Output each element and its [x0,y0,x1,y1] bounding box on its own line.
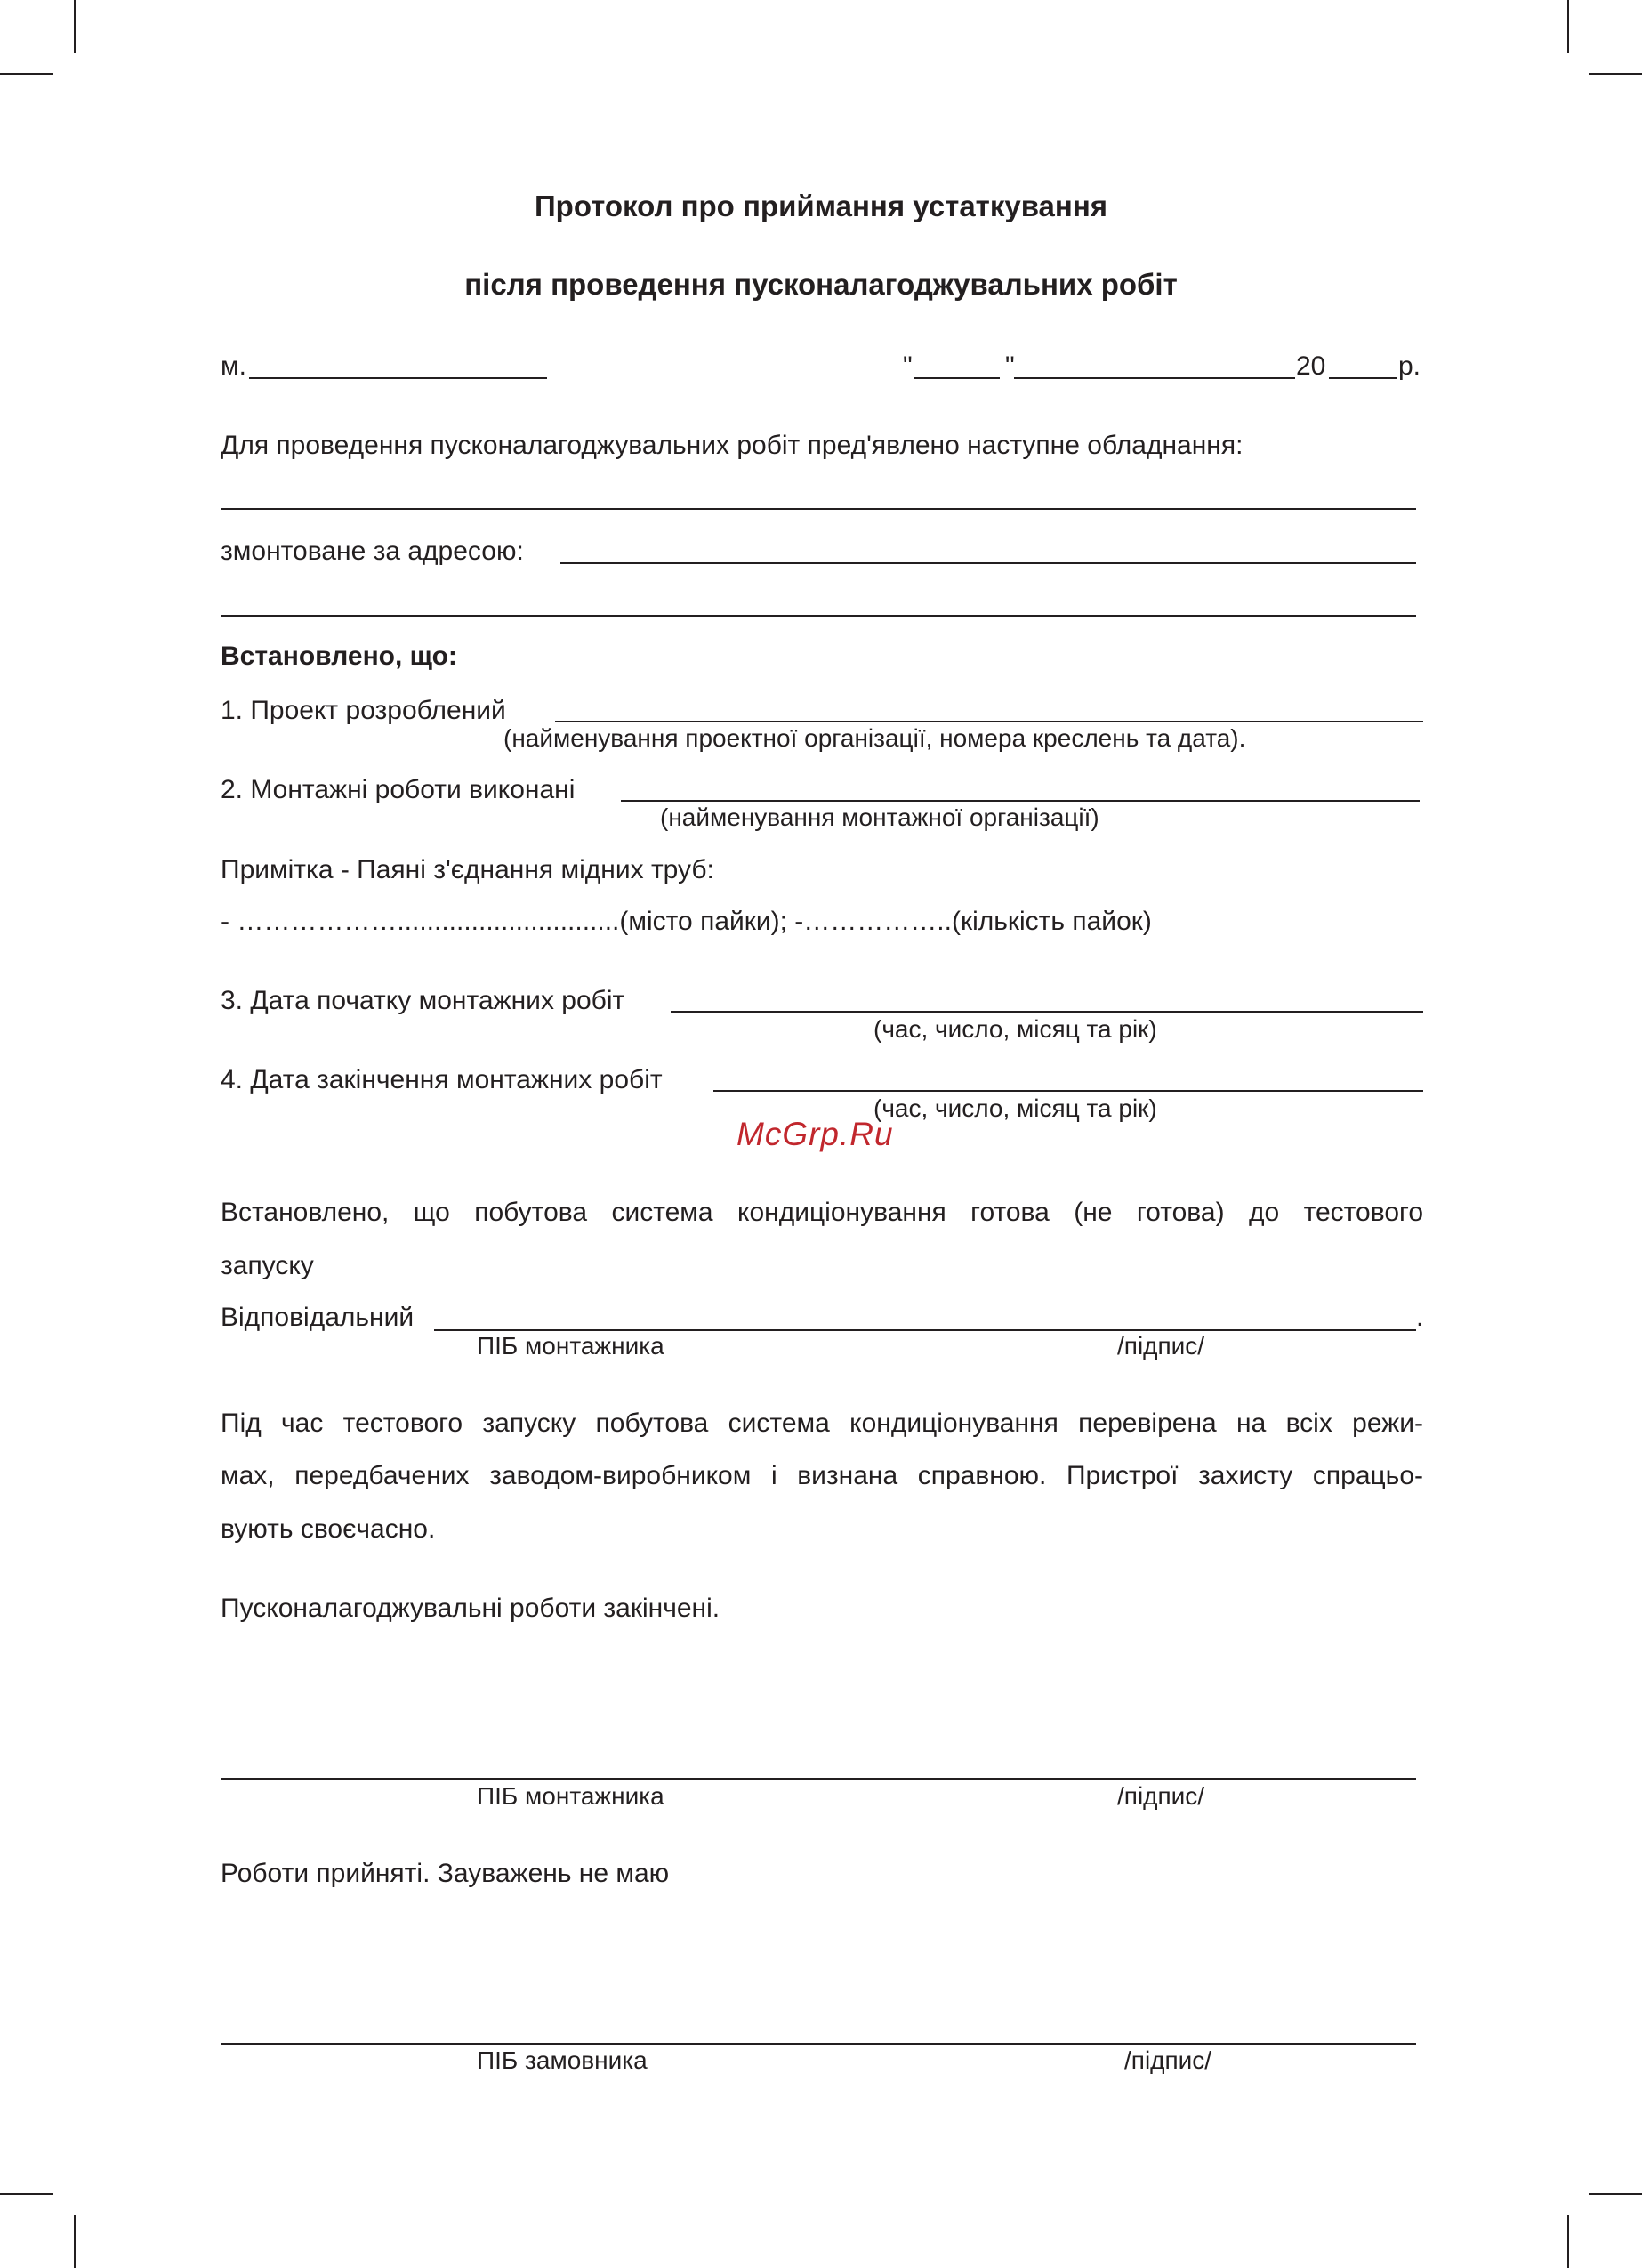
item4-label: 4. Дата закінчення монтажних робіт [221,1065,663,1094]
item1-caption: (найменування проектної організації, номера креслень та дата). [503,724,1246,752]
crop-mark-top-right-horizontal [1589,73,1642,75]
installer-name-caption: ПІБ монтажника [477,1782,664,1810]
item2-label: 2. Монтажні роботи виконані [221,775,576,804]
date-quote-close: " [1005,351,1015,381]
item3-caption: (час, число, місяц та рік) [873,1015,1157,1043]
date-day-field[interactable] [914,377,1000,379]
note-text: Примітка - Паяні з'єднання мідних труб: [221,855,714,884]
responsible-label: Відповідальний [221,1303,415,1332]
customer-signature-field[interactable] [221,2043,1416,2045]
item4-caption: (час, число, місяц та рік) [873,1094,1157,1122]
ready-text-line2: запуску [221,1251,314,1280]
customer-name-caption: ПІБ замовника [477,2046,648,2074]
document-subtitle: після проведення пусконалагоджувальних робіт [464,268,1178,301]
city-prefix: м. [221,351,246,381]
address-field-continued[interactable] [221,615,1416,617]
crop-mark-bottom-right-vertical [1567,2215,1569,2268]
address-field[interactable] [560,562,1416,564]
document-title: Протокол про приймання устаткування [534,190,1108,222]
installer-signature-caption: /підпис/ [1117,1782,1205,1810]
test-text-line1: Під час тестового запуску побутова система кондиціонування перевірена на всіх режи- [221,1408,1423,1438]
watermark: McGrp.Ru [736,1116,894,1152]
item4-field[interactable] [713,1090,1423,1092]
test-text-line3: вують своєчасно. [221,1514,436,1544]
crop-mark-bottom-left-horizontal [0,2193,53,2195]
equipment-field[interactable] [221,508,1416,510]
ready-text-line1: Встановлено, що побутова система кондиціонування готова (не готова) до тестового [221,1198,1423,1227]
responsible-name-caption: ПІБ монтажника [477,1332,664,1360]
solder-line: - ………………..............................(місто пайки); -……………..(кількість пайок) [221,907,1152,936]
item1-label: 1. Проект розроблений [221,696,506,725]
date-year-field[interactable] [1329,377,1397,379]
date-quote-open: " [903,351,913,381]
date-year-prefix: 20 [1296,351,1326,381]
item2-field[interactable] [621,800,1420,802]
crop-mark-bottom-right-horizontal [1589,2193,1642,2195]
test-text-line2: мах, передбачених заводом-виробником і визнана справною. Пристрої захисту спрацьо- [221,1461,1423,1490]
address-label: змонтоване за адресою: [221,537,524,566]
item1-field[interactable] [555,721,1423,722]
accepted-text: Роботи прийняті. Зауважень не маю [221,1859,670,1888]
customer-signature-caption: /підпис/ [1124,2046,1212,2074]
crop-mark-bottom-left-vertical [74,2215,76,2268]
crop-mark-top-left-horizontal [0,73,53,75]
date-year-suffix: р. [1398,351,1421,381]
completed-text: Пусконалагоджувальні роботи закінчені. [221,1594,720,1623]
crop-mark-top-right-vertical [1567,0,1569,53]
item2-caption: (найменування монтажної організації) [660,803,1099,831]
crop-mark-top-left-vertical [74,0,76,53]
established-heading: Встановлено, що: [221,642,457,671]
presented-equipment-text: Для проведення пусконалагоджувальних робіт пред'явлено наступне обладнання: [221,431,1244,460]
item3-field[interactable] [671,1011,1423,1013]
date-month-field[interactable] [1014,377,1295,379]
responsible-end: . [1416,1303,1424,1332]
city-field[interactable] [249,377,547,379]
item3-label: 3. Дата початку монтажних робіт [221,986,625,1015]
installer-signature-field[interactable] [221,1778,1416,1780]
responsible-signature-caption: /підпис/ [1117,1332,1205,1360]
